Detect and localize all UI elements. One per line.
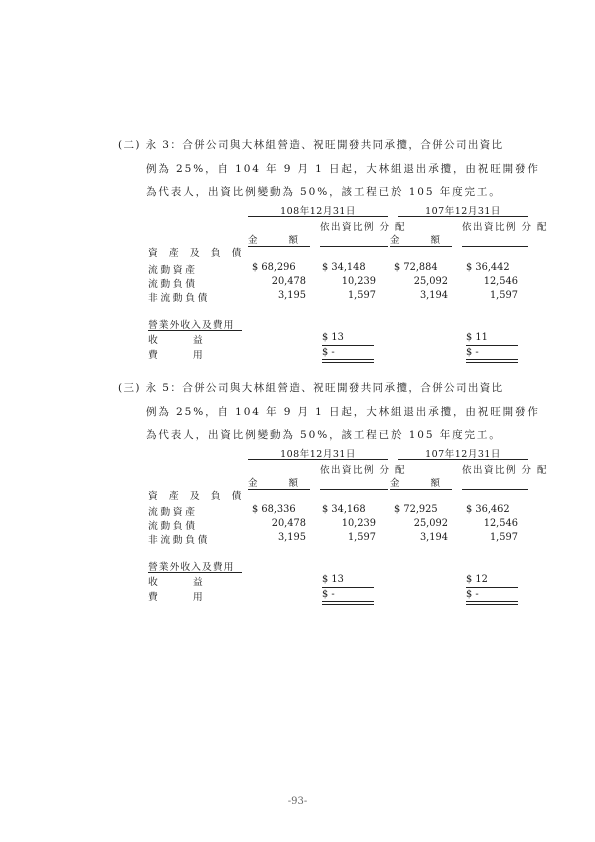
section-heading: (二) 永 3：合併公司與大林組營造、祝旺開發共同承攬，合併公司出資比	[118, 139, 504, 151]
non-operating-title: 營業外收入及費用	[148, 562, 235, 573]
total-rule	[466, 587, 518, 588]
income-value: $ 12	[466, 574, 488, 585]
cell: 20,478	[271, 276, 306, 287]
cell: 3,194	[419, 290, 448, 301]
col-rule	[462, 489, 528, 490]
col-share-label: 依出資比例 分 配	[462, 465, 549, 476]
paragraph-line: 例為 25%，自 104 年 9 月 1 日起，大林組退出承攬，由祝旺開發作	[146, 163, 540, 175]
cell: 1,597	[347, 290, 376, 301]
header-rule	[398, 216, 528, 217]
total-rule	[322, 587, 374, 588]
col-amount-label: 金 額	[248, 235, 313, 246]
col-amount-label: 金 額	[248, 478, 313, 489]
row-label: 流動資產	[148, 507, 198, 518]
col-rule	[320, 246, 388, 247]
double-rule	[466, 601, 518, 605]
cell: 12,546	[483, 276, 518, 287]
col-rule	[390, 489, 452, 490]
cell: $ 34,148	[322, 262, 366, 273]
row-label: 費 用	[148, 592, 219, 603]
income-value: $ 13	[322, 574, 344, 585]
cell: 3,195	[277, 532, 306, 543]
total-rule	[466, 345, 518, 346]
col-share-label: 依出資比例 分 配	[462, 222, 549, 233]
col-amount-label: 金 額	[390, 235, 455, 246]
row-label: 流動負債	[148, 279, 198, 290]
cell: 10,239	[341, 518, 376, 529]
cell: 3,195	[277, 290, 306, 301]
cell: 25,092	[413, 518, 448, 529]
paragraph-line: 為代表人，出資比例變動為 50%，該工程已於 105 年度完工。	[146, 186, 502, 198]
expense-value: $ -	[466, 589, 479, 600]
period-header-108: 108年12月31日	[280, 206, 356, 217]
non-operating-title: 營業外收入及費用	[148, 320, 235, 331]
double-rule	[322, 359, 374, 363]
col-rule	[462, 246, 528, 247]
cell: 25,092	[413, 276, 448, 287]
row-label: 流動資產	[148, 265, 198, 276]
total-rule	[322, 345, 374, 346]
col-rule	[320, 489, 388, 490]
cell: 20,478	[271, 518, 306, 529]
row-label: 收 益	[148, 335, 219, 346]
header-rule	[398, 459, 528, 460]
col-amount-label: 金 額	[390, 478, 455, 489]
row-label: 流動負債	[148, 521, 198, 532]
cell: 3,194	[419, 532, 448, 543]
expense-value: $ -	[322, 347, 335, 358]
double-rule	[466, 359, 518, 363]
col-share-label: 依出資比例 分 配	[320, 222, 407, 233]
assets-liabilities-title: 資 產 及 負 債	[148, 491, 246, 502]
cell: $ 34,168	[322, 504, 366, 515]
cell: $ 72,884	[394, 262, 438, 273]
row-label: 費 用	[148, 350, 219, 361]
title-rule	[148, 330, 242, 331]
double-rule	[322, 601, 374, 605]
col-rule	[248, 246, 310, 247]
cell: 1,597	[347, 532, 376, 543]
cell: $ 68,336	[252, 504, 296, 515]
income-value: $ 11	[466, 332, 488, 343]
row-label: 非流動負債	[148, 535, 210, 546]
period-header-107: 107年12月31日	[425, 206, 501, 217]
cell: 1,597	[489, 290, 518, 301]
row-label: 收 益	[148, 577, 219, 588]
expense-value: $ -	[466, 347, 479, 358]
paragraph-line: 為代表人，出資比例變動為 50%，該工程已於 105 年度完工。	[146, 429, 502, 441]
cell: 12,546	[483, 518, 518, 529]
header-rule	[248, 216, 388, 217]
period-header-107: 107年12月31日	[425, 449, 501, 460]
paragraph-line: 例為 25%，自 104 年 9 月 1 日起，大林組退出承攬，由祝旺開發作	[146, 406, 540, 418]
col-rule	[248, 489, 310, 490]
period-header-108: 108年12月31日	[280, 449, 356, 460]
cell: $ 68,296	[252, 262, 296, 273]
cell: $ 36,442	[466, 262, 510, 273]
row-label: 非流動負債	[148, 293, 210, 304]
col-share-label: 依出資比例 分 配	[320, 465, 407, 476]
cell: $ 72,925	[394, 504, 438, 515]
section-heading: (三) 永 5：合併公司與大林組營造、祝旺開發共同承攬，合併公司出資比	[118, 382, 504, 394]
assets-liabilities-title: 資 產 及 負 債	[148, 248, 246, 259]
cell: $ 36,462	[466, 504, 510, 515]
col-rule	[390, 246, 452, 247]
page-number: -93-	[287, 796, 308, 807]
expense-value: $ -	[322, 589, 335, 600]
income-value: $ 13	[322, 332, 344, 343]
title-rule	[148, 572, 242, 573]
header-rule	[248, 459, 388, 460]
cell: 1,597	[489, 532, 518, 543]
cell: 10,239	[341, 276, 376, 287]
